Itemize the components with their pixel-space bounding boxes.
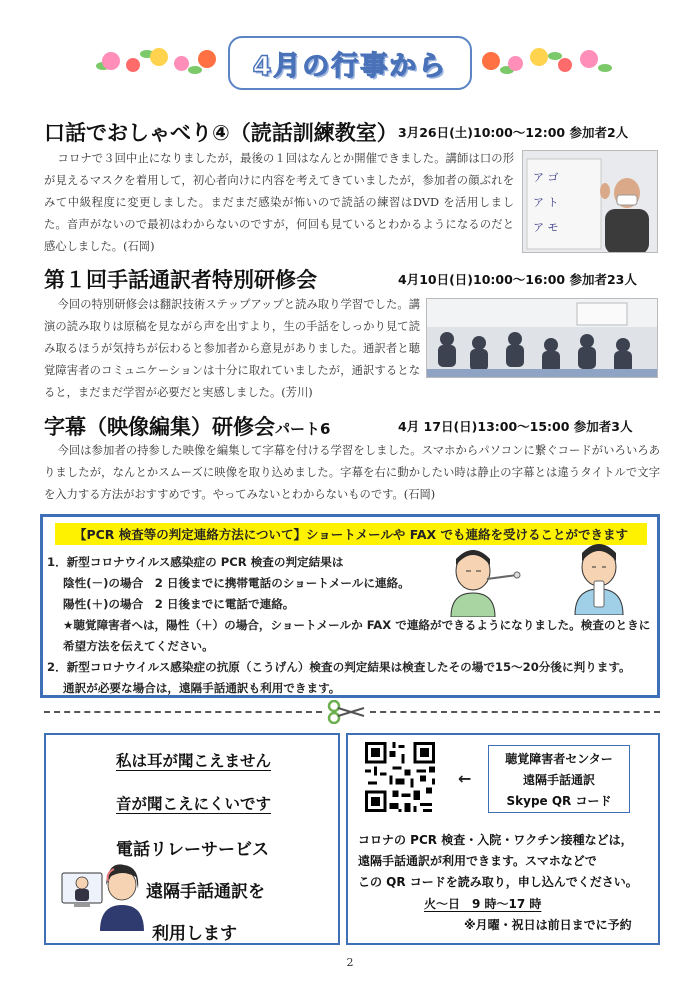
card-line-relay-service: 電話リレーサービス [116,840,269,860]
remote-reservation-note: ※月曜・祝日は前日までに予約 [464,918,632,932]
scissors-icon [326,700,366,724]
page-title: 4月の行事から [252,50,448,82]
qr-label-skype: Skype QR コード [506,794,612,808]
card-line-remote-interpreting: 遠隔手話通訳を [146,882,265,902]
pcr-saliva-illustration [559,541,639,615]
pcr-swab-illustration [443,545,523,617]
skype-qr-code[interactable] [362,739,438,815]
remote-interpreter-illustration [60,855,146,931]
pcr-notice-title: 【PCR 検査等の判定連絡方法について】ショートメールや FAX でも連絡を受けることができます [55,523,647,545]
card-line-deaf: 私は耳が聞こえません [116,752,272,770]
section-1-body: コロナで３回中止になりましたが，最後の１回はなんとか開催できました。講師は口の形が見えるマスクを着用して，初心者向けに内容を考えてきていましたが，参加者の顔ぶれをみて中級程度に変更しました。まだまだ感染が怖いので読話の練習はDVD を活用しました。音声がないので最初はわからないのですが，何回も見ているとわかるようになるのだと感心しました。(石岡) [44,152,514,253]
cut-line-left [44,711,322,713]
section-2-meta: 4月10日(日)10:00～16:00 参加者23人 [398,272,637,287]
remote-body-line-1: コロナの PCR 検査・入院・ワクチン接種などは， [358,833,633,847]
qr-label-box [488,745,630,813]
qr-label-center: 聴覚障害者センター [505,752,613,766]
pcr-line-1: 1．新型コロナウイルス感染症の PCR 検査の判定結果は [47,555,344,569]
section-3-title: 字幕（映像編集）研修会 [44,415,275,439]
training-seminar-photo [426,298,658,378]
cut-line-right [370,711,660,713]
pcr-line-5: 希望方法を伝えてください。 [63,639,214,653]
card-line-use: 利用します [152,924,237,944]
remote-hours: 火～日 9 時～17 時 [424,897,542,911]
section-3-heading [44,411,330,441]
section-2-heading: 第１回手話通訳者特別研修会 [44,268,317,292]
page-number: 2 [346,956,354,969]
pcr-notice-box [40,514,660,698]
qr-label-service: 遠隔手話通訳 [522,773,595,787]
pcr-line-6: 2．新型コロナウイルス感染症の抗原（こうげん）検査の判定結果は検査したその場で15～20分後に判ります。 [47,660,631,674]
svg-text:ア モ: ア モ [533,221,559,234]
relay-service-card [44,733,340,945]
svg-text:ア ト: ア ト [533,196,559,209]
card-line-hard-of-hearing: 音が聞こえにくいです [116,795,272,813]
pcr-line-7: 通訳が必要な場合は，遠隔手話通訳も利用できます。 [63,681,341,695]
pcr-line-2: 陰性(－)の場合 2 日後までに携帯電話のショートメールに連絡。 [63,576,410,590]
section-3-meta: 4月 17日(日)13:00～15:00 参加者3人 [398,419,633,434]
remote-body-line-3: この QR コードを読み取り，申し込んでください。 [358,875,638,889]
page-title-box [228,36,472,90]
section-3-suffix: パート6 [275,420,331,438]
pcr-line-3: 陽性(＋)の場合 2 日後までに電話で連絡。 [63,597,295,611]
flower-garland-right [478,44,612,84]
section-1-meta: 3月26日(土)10:00～12:00 参加者2人 [398,125,629,140]
svg-text:ア ゴ: ア ゴ [533,171,559,184]
section-2-body: 今回の特別研修会は翻訳技術ステップアップと読み取り学習でした。講演の読み取りは原稿を見ながら声を出すより，生の手話をしっかり見て読み取るほうが気持ちが伝わると参加者から意見がありました。通訳者と聴覚障害者のコミュニケーションは十分に取れていましたが，通訳するとなると，まだまだ学習が必要だと実感しました。(芳川) [44,298,420,399]
section-3-body: 今回は参加者の持参した映像を編集して字幕を付ける学習をしました。スマホからパソコンに繋ぐコードがいろいろありましたが，なんとかスムーズに映像を取り込めました。字幕を右に動かしたい時は静止の字幕とは違うタイトルで文字を入力する方法がおすすめです。やってみないとわからないものです。(石岡) [44,444,660,501]
remote-interpreting-card [346,733,660,945]
arrow-left-icon: ← [458,769,472,788]
remote-body-line-2: 遠隔手話通訳が利用できます。スマホなどで [358,854,597,868]
flower-garland-left [92,44,222,84]
section-1-heading: 口話でおしゃべり④（読話訓練教室） [44,121,398,145]
pcr-line-4: ★聴覚障害者へは，陽性（＋）の場合，ショートメールか FAX で連絡ができるようになりました。検査のときに [63,618,651,632]
lipreading-class-photo [522,150,658,253]
